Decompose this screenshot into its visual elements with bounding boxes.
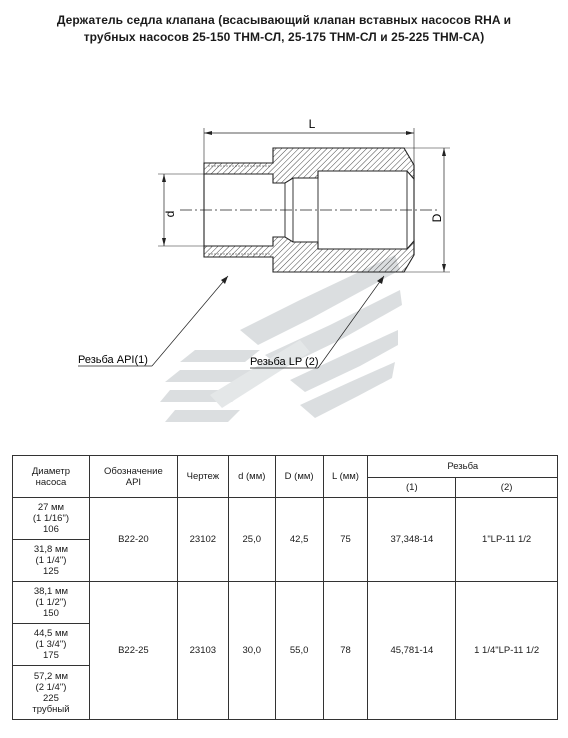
callout-lp-thread: Резьба LP (2) [250, 356, 319, 368]
thread1-cell: 45,781-14 [368, 582, 456, 720]
header-designation: Обозначение API [89, 456, 177, 498]
pump-diameter-cell: 57,2 мм (2 1/4") 225 трубный [13, 666, 90, 720]
pump-diameter-cell: 38,1 мм (1 1/2") 150 [13, 582, 90, 624]
label-D: D [430, 213, 444, 223]
thread1-cell: 37,348-14 [368, 498, 456, 582]
label-d: d [163, 210, 177, 218]
header-thread: Резьба [368, 456, 558, 478]
drawing-cell: 23103 [177, 582, 228, 720]
pump-diameter-cell: 31,8 мм (1 1/4") 125 [13, 540, 90, 582]
d-cell: 25,0 [228, 498, 275, 582]
L-cell: 78 [323, 582, 368, 720]
designation-cell: B22-25 [89, 582, 177, 720]
header-thread-2: (2) [456, 478, 558, 498]
D-cell: 55,0 [275, 582, 323, 720]
watermark-logo [160, 255, 402, 422]
header-d: d (мм) [228, 456, 275, 498]
thread2-cell: 1 1/4"LP-11 1/2 [456, 582, 558, 720]
spec-table [12, 455, 558, 720]
header-D: D (мм) [275, 456, 323, 498]
pump-diameter-cell: 27 мм (1 1/16") 106 [13, 498, 90, 540]
thread2-cell: 1"LP-11 1/2 [456, 498, 558, 582]
D-cell: 42,5 [275, 498, 323, 582]
pump-diameter-cell: 44,5 мм (1 3/4") 175 [13, 624, 90, 666]
header-L: L (мм) [323, 456, 368, 498]
header-drawing: Чертеж [177, 456, 228, 498]
label-L: L [308, 117, 316, 131]
header-thread-1: (1) [368, 478, 456, 498]
title-line-1: Держатель седла клапана (всасывающий клапан вставных насосов RHA и [56, 13, 512, 27]
d-cell: 30,0 [228, 582, 275, 720]
designation-cell: B22-20 [89, 498, 177, 582]
drawing-cell: 23102 [177, 498, 228, 582]
callout-api-thread: Резьба API(1) [78, 354, 148, 366]
header-diameter: Диаметр насоса [13, 456, 90, 498]
L-cell: 75 [323, 498, 368, 582]
title-line-2: трубных насосов 25-150 ТНМ-СЛ, 25-175 ТНМ-СЛ и 25-225 ТНМ-СА) [83, 30, 485, 44]
